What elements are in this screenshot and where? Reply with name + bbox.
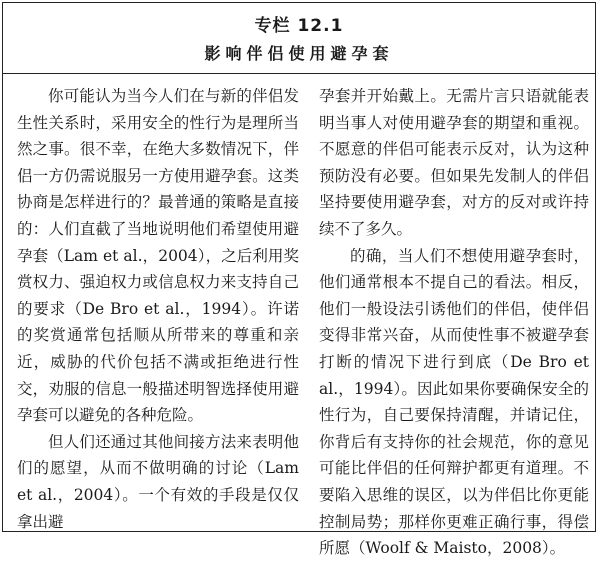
sidebar-box [2, 2, 596, 558]
box-header [3, 3, 595, 74]
box-subtitle: 影响伴侣使用避孕套 [204, 44, 394, 63]
box-title: 专栏 12.1 [254, 16, 344, 36]
paragraph-3: 的确，当人们不想使用避孕套时，他们通常根本不提自己的看法。相反，他们一般设法引诱他们的伴侣，使伴侣变得非常兴奋，从而使性事不被避孕套打断的情况下进行到底（De Bro et al.，1994）。因此如果你要确保安全的性行为，自己要保持清醒，并请记住，你背后有支持你的社会规范，你的意见可能比伴侣的任何辩护都更有道理。不要陷入思维的误区，以为伴侣比你更能控制局势；那样你更难正确行事，得偿所愿（Woolf & Maisto，2008）。 [319, 246, 589, 558]
paragraph-2-continued: 孕套并开始戴上。无需片言只语就能表明当事人对使用避孕套的期望和重视。不愿意的伴侣可能表示反对，认为这种预防没有必要。但如果先发制人的伴侣坚持要使用避孕套，对方的反对或许持续不了多久。 [319, 87, 589, 238]
right-column [319, 83, 589, 562]
paragraph-2-start: 但人们还通过其他间接方法来表明他们的愿望，从而不做明确的讨论（Lam et al.，2004）。一个有效的手段是仅仅拿出避 [17, 432, 299, 531]
left-column [17, 83, 299, 535]
paragraph-1: 你可能认为当今人们在与新的伴侣发生性关系时，采用安全的性行为是理所当然之事。很不幸，在绝大多数情况下，伴侣一方仍需说服另一方使用避孕套。这类协商是怎样进行的？最普通的策略是直接的：人们直截了当地说明他们希望使用避孕套（Lam et al.，2004），之后利用奖赏权力、强迫权力或信息权力来支持自己的要求（De Bro et al.，1994）。许诺的奖赏通常包括顺从所带来的尊重和亲近，威胁的代价包括不满或拒绝进行性交，劝服的信息一般描述明智选择使用避孕套可以避免的各种危险。 [17, 87, 299, 425]
